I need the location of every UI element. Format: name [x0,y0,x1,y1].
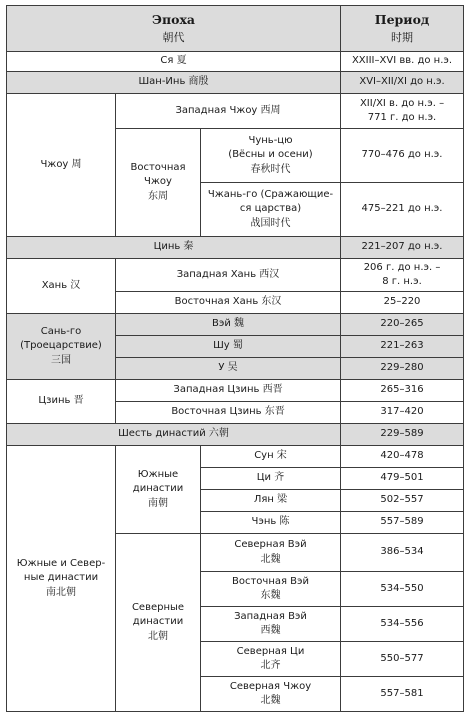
period-name: Чжань-го (Сражающие- ся царства) 战国时代 [201,183,341,237]
sub-era-name: Восточная Хань 东汉 [116,292,341,314]
era-period: 534–556 [341,607,464,642]
era-name: Сань-го (Троецарствие) 三国 [7,314,116,380]
era-period: XVI–XII/XI до н.э. [341,72,464,94]
table-row [7,380,464,402]
era-period: 386–534 [341,534,464,572]
era-period: 220–265 [341,314,464,336]
dynasty-name: Лян 梁 [201,490,341,512]
table-row [7,52,464,72]
era-name: Хань 汉 [7,259,116,314]
era-period: 550–577 [341,642,464,677]
era-period: 557–589 [341,512,464,534]
era-period: 229–280 [341,358,464,380]
era-period: XXIII–XVI вв. до н.э. [341,52,464,72]
era-period: XII/XI в. до н.э. – 771 г. до н.э. [341,94,464,129]
period-column-header [341,6,464,52]
sub-era-name: Южные династии 南朝 [116,446,201,534]
period-header-label-zh: 时期 [391,30,414,44]
table-row [7,94,464,129]
era-column-header [7,6,341,52]
era-period: 479–501 [341,468,464,490]
table-row [7,237,464,259]
era-period: 770–476 до н.э. [341,129,464,183]
era-period: 534–550 [341,572,464,607]
era-period: 420–478 [341,446,464,468]
sub-era-name: Западная Цзинь 西晋 [116,380,341,402]
era-name: Цзинь 晋 [7,380,116,424]
dynasty-name: Восточная Вэй 东魏 [201,572,341,607]
table-row [7,446,464,468]
era-period: 25–220 [341,292,464,314]
era-name: Цинь 秦 [7,237,341,259]
era-name: Южные и Север- ные династии 南北朝 [7,446,116,712]
era-period: 206 г. до н.э. – 8 г. н.э. [341,259,464,292]
era-period: 475–221 до н.э. [341,183,464,237]
sub-era-name: Западная Хань 西汉 [116,259,341,292]
era-period: 221–263 [341,336,464,358]
dynasty-name: Ци 齐 [201,468,341,490]
dynasty-name: Сун 宋 [201,446,341,468]
period-header-label: Период [374,12,430,28]
era-period: 317–420 [341,402,464,424]
era-period: 229–589 [341,424,464,446]
sub-era-name: Вэй 魏 [116,314,341,336]
dynasty-name: Северная Вэй 北魏 [201,534,341,572]
table-row [7,424,464,446]
sub-era-name: Западная Чжоу 西周 [116,94,341,129]
dynasty-name: Северная Ци 北齐 [201,642,341,677]
table-row [7,72,464,94]
sub-era-name: Восточная Цзинь 东晋 [116,402,341,424]
sub-era-name: У 吴 [116,358,341,380]
era-header-label: Эпоха [152,12,195,28]
sub-era-name: Шу 蜀 [116,336,341,358]
table-header-row [7,6,464,52]
era-period: 502–557 [341,490,464,512]
dynasty-name: Северная Чжоу 北魏 [201,677,341,712]
era-name: Ся 夏 [7,52,341,72]
dynasty-table [6,5,464,712]
dynasty-name: Западная Вэй 西魏 [201,607,341,642]
table-row [7,259,464,292]
era-period: 221–207 до н.э. [341,237,464,259]
period-name: Чунь-цю (Вёсны и осени) 春秋时代 [201,129,341,183]
dynasty-name: Чэнь 陈 [201,512,341,534]
table-row [7,314,464,336]
sub-era-name: Восточная Чжоу 东周 [116,129,201,237]
era-header-label-zh: 朝代 [162,30,185,44]
era-name: Чжоу 周 [7,94,116,237]
era-period: 265–316 [341,380,464,402]
sub-era-name: Северные династии 北朝 [116,534,201,712]
era-period: 557–581 [341,677,464,712]
era-name: Шесть династий 六朝 [7,424,341,446]
era-name: Шан-Инь 商殷 [7,72,341,94]
